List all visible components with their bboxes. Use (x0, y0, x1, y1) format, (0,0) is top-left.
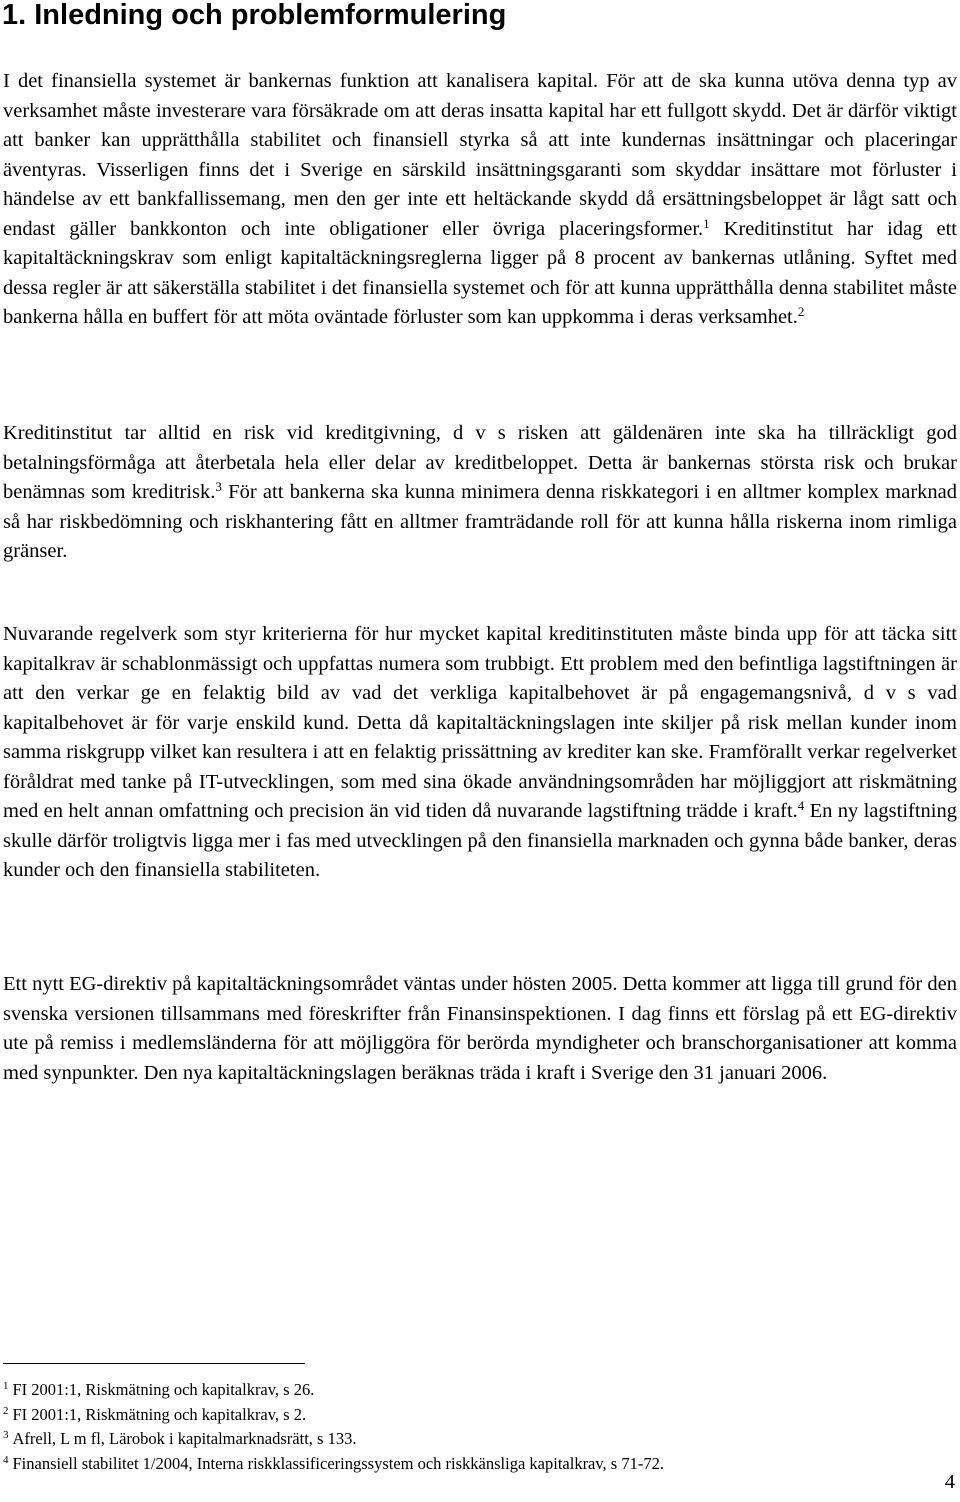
footnote-separator (3, 1363, 305, 1364)
paragraph-text: Ett nytt EG-direktiv på kapitaltäckningsområdet väntas under hösten 2005. Detta kommer att ligga till grund för den svenska versionen tillsammans med föreskrifter från Finansinspektionen. I dag finns ett förslag på ett EG-direktiv ute på remiss i medlemsländerna för att möjliggöra för berörda myndigheter och branschorganisationer att komma med synpunkter. Den nya kapitaltäckningslagen beräknas träda i kraft i Sverige den 31 januari 2006. (3, 973, 957, 1084)
footnote-text: FI 2001:1, Riskmätning och kapitalkrav, s 26. (12, 1380, 315, 1399)
footnote-item (3, 1378, 943, 1403)
paragraph-4 (3, 970, 957, 1088)
paragraph-text: För att bankerna ska kunna minimera denna riskkategori i en alltmer komplex marknad så har riskbedömning och riskhantering fått en alltmer framträdande roll för att kunna hålla riskerna inom rimliga gränser. (3, 481, 957, 562)
paragraph-text: I det finansiella systemet är bankernas funktion att kanalisera kapital. För att de ska kunna utöva denna typ av verksamhet måste investerare vara försäkrade om att deras insatta kapital har ett fullgott skydd. Det är därför viktigt att banker kan upprätthålla stabilitet och finansiell styrka så att inte kundernas insättningar och placeringar äventyras. Visserligen finns det i Sverige en särskild insättningsgaranti som skyddar insättare mot förluster i händelse av ett bankfallissemang, men den ger inte ett heltäckande skydd då ersättningsbeloppet är lågt satt och endast gäller bankkonton och inte obligationer eller övriga placeringsformer. (3, 70, 957, 240)
footnote-item (3, 1403, 943, 1428)
footnote-number: 4 (3, 1453, 9, 1466)
page-number: 4 (944, 1471, 955, 1493)
footnote-item (3, 1427, 943, 1452)
footnote-reference[interactable]: 2 (797, 304, 805, 319)
paragraph-2 (3, 419, 957, 567)
footnote-text: FI 2001:1, Riskmätning och kapitalkrav, s 2. (12, 1404, 307, 1424)
paragraph-3 (3, 620, 957, 886)
footnote-number: 2 (3, 1404, 9, 1417)
footnote-text: Finansiell stabilitet 1/2004, Interna riskklassificeringssystem och riskkänsliga kapitalkrav, s 71-72. (12, 1453, 664, 1473)
paragraph-text: Kreditinstitut tar alltid en risk vid kreditgivning, d v s risken att gäldenären inte ska ha tillräckligt god betalningsförmåga att återbetala hela eller delar av kreditbeloppet. Detta är bankernas största risk och brukar benämnas som kreditrisk. (3, 422, 957, 503)
paragraph-text: Kreditinstitut har idag ett kapitaltäckningskrav som enligt kapitaltäckningsreglerna ligger på 8 procent av bankernas utlåning. Syftet med dessa regler är att säkerställa stabilitet i det finansiella systemet och för att kunna upprätthålla denna stabilitet måste bankerna hålla en buffert för att möta oväntade förluster som kan uppkomma i deras verksamhet. (3, 217, 957, 328)
footnote-number: 3 (3, 1429, 9, 1441)
paragraph-1 (3, 67, 957, 333)
footnote-text: Afrell, L m fl, Lärobok i kapitalmarknadsrätt, s 133. (12, 1429, 357, 1448)
footnote-reference[interactable]: 1 (703, 215, 710, 231)
footnote-item (3, 1452, 943, 1477)
paragraph-text: En ny lagstiftning skulle därför troligtvis ligga mer i fas med utvecklingen på den finansiella marknaden och gynna både banker, deras kunder och den finansiella stabiliteten. (3, 800, 957, 881)
footnote-reference[interactable]: 4 (797, 798, 805, 813)
footnote-reference[interactable]: 3 (215, 479, 222, 494)
paragraph-text: Nuvarande regelverk som styr kriterierna för hur mycket kapital kreditinstituten måste binda upp för att täcka sitt kapitalkrav är schablonmässigt och uppfattas numera som trubbigt. Ett problem med den befintliga lagstiftningen är att den verkar ge en felaktig bild av vad det verkliga kapitalbehovet är på engagemangsnivå, d v s vad kapitalbehovet är för varje enskild kund. Detta då kapitaltäckningslagen inte skiljer på risk mellan kunder inom samma riskgrupp vilket kan resultera i att en felaktig prissättning av krediter kan ske. Framförallt verkar regelverket föråldrat med tanke på IT-utvecklingen, som med sina ökade användningsområden har möjliggjort att riskmätning med en helt annan omfattning och precision än vid tiden då nuvarande lagstiftning trädde i kraft. (3, 623, 957, 822)
footnote-list (3, 1378, 943, 1476)
section-heading: 1. Inledning och problemformulering (2, 0, 507, 31)
footnote-number: 1 (3, 1380, 9, 1392)
